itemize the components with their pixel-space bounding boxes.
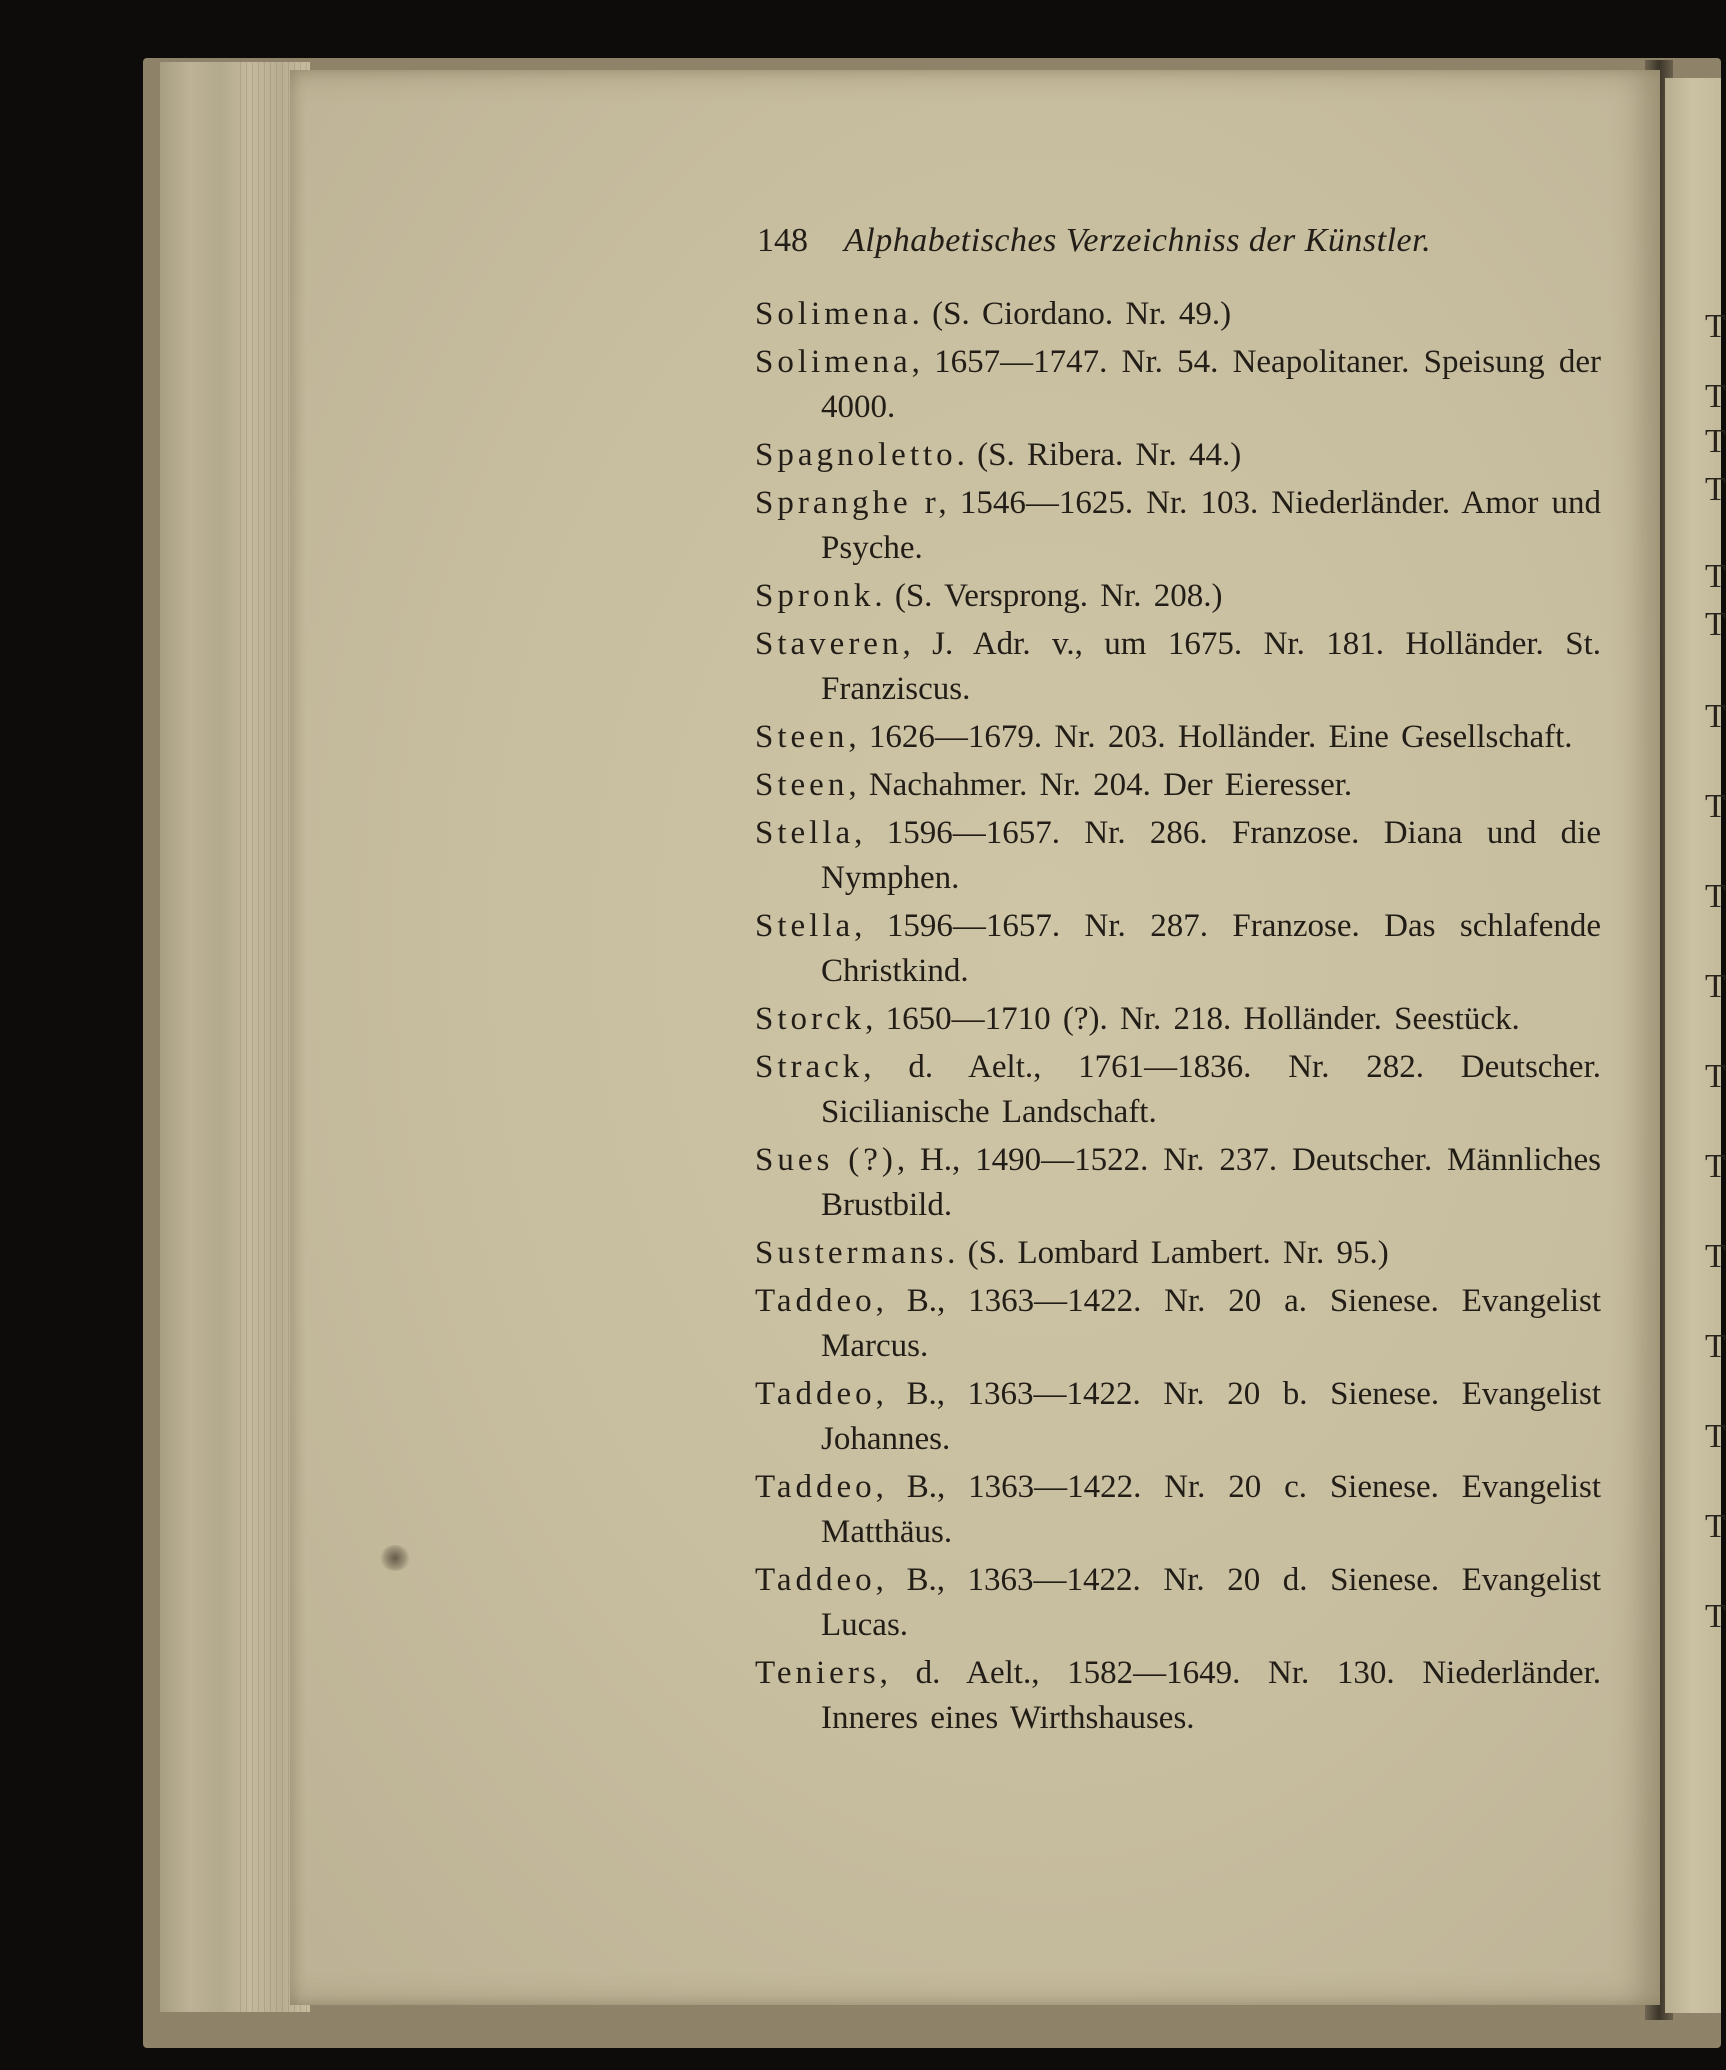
index-entry: [755, 1279, 1601, 1369]
artist-name: Staveren,: [755, 626, 915, 662]
entry-details: (S. Ciordano. Nr. 49.): [932, 296, 1232, 332]
index-entry: [755, 340, 1601, 430]
entry-details: 1626—1679. Nr. 203. Holländer. Eine Gesellschaft.: [868, 719, 1573, 755]
artist-name: Taddeo,: [755, 1562, 888, 1598]
entry-details: 1657—1747. Nr. 54. Neapolitaner. Speisung der 4000.: [821, 344, 1602, 425]
index-entry: [755, 574, 1601, 619]
index-entry: [755, 433, 1601, 478]
artist-name: Spagnoletto.: [755, 437, 969, 473]
entry-details: 1546—1625. Nr. 103. Niederländer. Amor und Psyche.: [821, 485, 1601, 566]
artist-name: Sues (?),: [755, 1142, 910, 1178]
index-entry: [755, 622, 1601, 712]
index-entry: [755, 763, 1601, 808]
page-header: [757, 222, 1431, 260]
index-entry: [755, 904, 1601, 994]
index-entry: [755, 1651, 1601, 1741]
index-entry: [755, 1045, 1601, 1135]
artist-name: Solimena,: [755, 344, 924, 380]
index-entry: [755, 1231, 1601, 1276]
index-entry: [755, 1372, 1601, 1462]
running-title: Alphabetisches Verzeichniss der Künstler.: [844, 222, 1432, 259]
entry-details: Nachahmer. Nr. 204. Der Eieresser.: [868, 767, 1353, 803]
entry-details: (S. Versprong. Nr. 208.): [894, 578, 1223, 614]
index-entry: [755, 811, 1601, 901]
artist-name: Taddeo,: [755, 1469, 888, 1505]
artist-name: Taddeo,: [755, 1376, 888, 1412]
artist-name: Taddeo,: [755, 1283, 888, 1319]
artist-name: Strack,: [755, 1049, 876, 1085]
artist-index-list: [755, 292, 1601, 1744]
entry-details: d. Aelt., 1582—1649. Nr. 130. Niederländer. Inneres eines Wirthshauses.: [821, 1655, 1601, 1736]
entry-details: B., 1363—1422. Nr. 20 d. Sienese. Evangelist Lucas.: [821, 1562, 1602, 1643]
artist-name: Solimena.: [755, 296, 924, 332]
entry-details: 1596—1657. Nr. 286. Franzose. Diana und die Nymphen.: [821, 815, 1601, 896]
entry-details: d. Aelt., 1761—1836. Nr. 282. Deutscher. Sicilianische Landschaft.: [821, 1049, 1602, 1130]
artist-name: Teniers,: [755, 1655, 892, 1691]
index-entry: [755, 1558, 1601, 1648]
index-entry: [755, 292, 1601, 337]
entry-details: (S. Lombard Lambert. Nr. 95.): [967, 1235, 1389, 1271]
facing-page-edge: T T T T T T T T T T T T T T T T T: [1665, 78, 1721, 2013]
index-entry: [755, 1138, 1601, 1228]
artist-name: Stella,: [755, 908, 867, 944]
index-entry: [755, 997, 1601, 1042]
index-entry: [755, 715, 1601, 760]
entry-details: H., 1490—1522. Nr. 237. Deutscher. Männliches Brustbild.: [821, 1142, 1602, 1223]
entry-details: (S. Ribera. Nr. 44.): [977, 437, 1242, 473]
ink-stain: [380, 1545, 410, 1571]
artist-name: Spranghe r,: [755, 485, 951, 521]
entry-details: B., 1363—1422. Nr. 20 c. Sienese. Evangelist Matthäus.: [821, 1469, 1602, 1550]
artist-name: Sustermans.: [755, 1235, 960, 1271]
artist-name: Stella,: [755, 815, 867, 851]
artist-name: Spronk.: [755, 578, 887, 614]
artist-name: Steen,: [755, 719, 861, 755]
index-entry: [755, 1465, 1601, 1555]
entry-details: J. Adr. v., um 1675. Nr. 181. Holländer. St. Franziscus.: [821, 626, 1602, 707]
entry-details: B., 1363—1422. Nr. 20 b. Sienese. Evangelist Johannes.: [821, 1376, 1602, 1457]
entry-details: 1596—1657. Nr. 287. Franzose. Das schlafende Christkind.: [821, 908, 1602, 989]
artist-name: Storck,: [755, 1001, 878, 1037]
artist-name: Steen,: [755, 767, 861, 803]
page-block-edge: [160, 62, 310, 2012]
entry-details: B., 1363—1422. Nr. 20 a. Sienese. Evangelist Marcus.: [821, 1283, 1602, 1364]
page-number: 148: [757, 222, 808, 259]
entry-details: 1650—1710 (?). Nr. 218. Holländer. Seestück.: [885, 1001, 1520, 1037]
index-entry: [755, 481, 1601, 571]
